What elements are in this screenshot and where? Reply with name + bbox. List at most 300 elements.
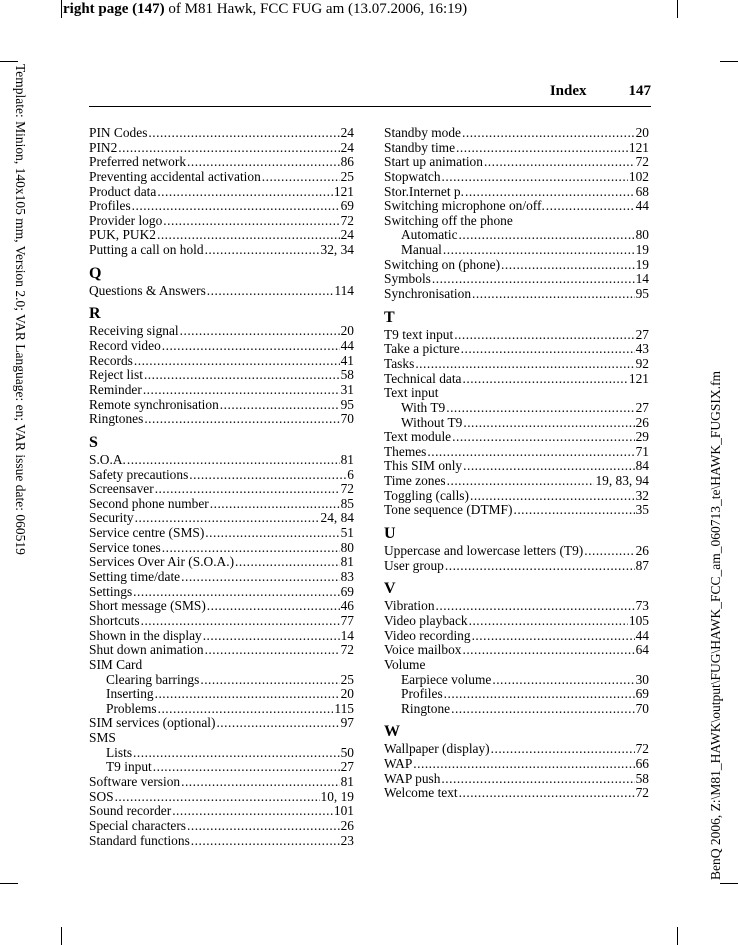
crop-mark — [61, 927, 62, 945]
entry-term: Earpiece volume — [401, 671, 492, 687]
entry-term: Screensaver — [89, 481, 154, 497]
entry-term: WAP — [384, 756, 413, 772]
entry-page-ref: 72 — [635, 741, 649, 757]
entry-term: SIM services (optional) — [89, 715, 216, 731]
entry-page-ref: 68 — [635, 183, 649, 199]
index-entry — [89, 716, 354, 731]
entry-term: Preferred network — [89, 154, 187, 170]
entry-page-ref: 30 — [635, 671, 649, 687]
entry-term: PUK, PUK2 — [89, 227, 156, 243]
index-entry — [384, 445, 649, 460]
entry-page-ref: 114 — [334, 282, 354, 298]
index-entry — [384, 287, 649, 302]
entry-term: Toggling (calls) — [384, 487, 469, 503]
dot-leader — [180, 324, 340, 339]
index-entry — [384, 614, 649, 629]
entry-term: Service tones — [89, 539, 161, 555]
dot-leader — [491, 742, 635, 757]
dot-leader — [447, 474, 595, 489]
index-subentry — [89, 702, 354, 717]
entry-term: Services Over Air (S.O.A.) — [89, 554, 235, 570]
entry-term: Software version — [89, 773, 181, 789]
entry-page-ref: 41 — [340, 352, 354, 368]
index-entry — [384, 643, 649, 658]
dot-leader — [442, 170, 628, 185]
dot-leader — [132, 199, 340, 214]
index-entry — [89, 555, 354, 570]
entry-page-ref: 102 — [628, 168, 649, 184]
dot-leader — [451, 702, 635, 717]
entry-term: Tone sequence (DTMF) — [384, 502, 513, 518]
index-entry — [384, 430, 649, 445]
entry-page-ref: 31 — [340, 381, 354, 397]
index-entry — [384, 772, 649, 787]
entry-page-ref: 24 — [340, 227, 354, 243]
index-letter-heading: W — [384, 723, 400, 741]
dot-leader — [148, 126, 339, 141]
dot-leader — [205, 643, 340, 658]
index-entry — [384, 742, 649, 757]
entry-term: Tasks — [384, 355, 415, 371]
header-rule — [89, 106, 651, 107]
index-subentry — [89, 760, 354, 775]
entry-term: Setting time/date — [89, 569, 181, 585]
index-entry — [384, 141, 649, 156]
index-entry — [89, 214, 354, 229]
dot-leader — [172, 804, 333, 819]
entry-term: Standby mode — [384, 125, 461, 140]
index-entry — [89, 199, 354, 214]
index-entry — [89, 819, 354, 834]
dot-leader — [144, 368, 340, 383]
entry-term: Ringtone — [401, 700, 451, 716]
entry-page-ref: 72 — [340, 642, 354, 658]
index-subentry — [384, 228, 649, 243]
entry-page-ref: 95 — [340, 396, 354, 412]
entry-term: Lists — [106, 744, 133, 760]
index-entry — [89, 599, 354, 614]
dot-leader — [462, 643, 634, 658]
entry-term: Profiles — [89, 198, 131, 214]
entry-page-ref: 25 — [340, 168, 354, 184]
entry-term: Themes — [384, 443, 427, 459]
index-entry — [89, 775, 354, 790]
index-entry — [89, 368, 354, 383]
dot-leader — [187, 819, 340, 834]
dot-leader — [262, 170, 340, 185]
index-entry — [89, 511, 354, 526]
dot-leader — [220, 398, 340, 413]
dot-leader — [454, 328, 634, 343]
index-entry — [384, 272, 649, 287]
index-column-left — [89, 126, 354, 848]
entry-page-ref: 121 — [333, 183, 354, 199]
entry-page-ref: 35 — [635, 502, 649, 518]
entry-page-ref: 32 — [635, 487, 649, 503]
entry-term: T9 input — [106, 759, 152, 775]
dot-leader — [432, 272, 635, 287]
entry-page-ref: 27 — [635, 399, 649, 415]
entry-page-ref: 50 — [340, 744, 354, 760]
index-entry — [89, 155, 354, 170]
entry-page-ref: 27 — [635, 326, 649, 342]
dot-leader — [191, 834, 340, 849]
index-entry — [89, 834, 354, 849]
entry-term: Text module — [384, 429, 452, 445]
entry-term: This SIM only — [384, 458, 463, 474]
entry-page-ref: 92 — [635, 355, 649, 371]
entry-term: Second phone number — [89, 495, 209, 511]
index-entry — [384, 474, 649, 489]
crop-mark — [677, 0, 678, 18]
entry-term: Vibration — [384, 598, 435, 614]
entry-page-ref: 44 — [340, 338, 354, 354]
entry-page-ref: 64 — [635, 642, 649, 658]
index-entry — [89, 398, 354, 413]
entry-term: Record video — [89, 338, 161, 354]
entry-term: Without T9 — [401, 414, 463, 430]
entry-term: Manual — [401, 242, 442, 258]
entry-page-ref: 27 — [340, 759, 354, 775]
dot-leader — [469, 614, 628, 629]
entry-page-ref: 19 — [635, 256, 649, 272]
running-head — [550, 83, 651, 100]
index-subentry — [384, 673, 649, 688]
entry-page-ref: 121 — [628, 139, 649, 155]
dot-leader — [141, 614, 340, 629]
dot-leader — [189, 468, 346, 483]
entry-term: Remote synchronisation — [89, 396, 219, 412]
print-header — [63, 1, 467, 18]
index-entry — [384, 126, 649, 141]
entry-page-ref: 83 — [340, 569, 354, 585]
index-entry — [89, 790, 354, 805]
index-group-heading: Volume — [384, 656, 426, 672]
index-entry — [89, 170, 354, 185]
dot-leader — [463, 372, 628, 387]
index-entry — [384, 489, 649, 504]
entry-page-ref: 72 — [635, 154, 649, 170]
index-subentry — [89, 746, 354, 761]
entry-page-ref: 80 — [635, 227, 649, 243]
entry-page-ref: 70 — [635, 700, 649, 716]
entry-term: Receiving signal — [89, 323, 179, 339]
entry-page-ref: 115 — [334, 700, 354, 716]
dot-leader — [187, 155, 340, 170]
entry-page-ref: 85 — [340, 495, 354, 511]
entry-term: Standard functions — [89, 832, 190, 848]
dot-leader — [155, 482, 340, 497]
entry-term: Video recording — [384, 627, 471, 643]
entry-page-ref: 44 — [635, 198, 649, 214]
entry-term: Short message (SMS) — [89, 598, 206, 614]
entry-page-ref: 26 — [635, 543, 649, 559]
crop-mark — [61, 0, 62, 18]
dot-leader — [546, 199, 635, 214]
index-subentry — [384, 416, 649, 431]
index-entry — [384, 328, 649, 343]
dot-leader — [115, 790, 320, 805]
dot-leader — [235, 555, 340, 570]
entry-term: Standby time — [384, 139, 456, 155]
entry-page-ref: 6 — [347, 466, 354, 482]
entry-term: Wallpaper (display) — [384, 741, 490, 757]
entry-page-ref: 20 — [635, 125, 649, 140]
dot-leader — [501, 258, 635, 273]
dot-leader — [461, 342, 635, 357]
dot-leader — [200, 673, 339, 688]
index-entry — [89, 228, 354, 243]
entry-term: Shown in the display — [89, 627, 202, 643]
dot-leader — [207, 599, 340, 614]
index-entry — [384, 503, 649, 518]
index-entry — [384, 757, 649, 772]
dot-leader — [207, 284, 334, 299]
entry-term: Records — [89, 352, 133, 368]
entry-term: Reject list — [89, 367, 143, 383]
entry-term: With T9 — [401, 399, 446, 415]
dot-leader — [158, 702, 334, 717]
dot-leader — [472, 287, 635, 302]
entry-page-ref: 26 — [635, 414, 649, 430]
entry-term: Voice mailbox — [384, 642, 462, 658]
entry-page-ref: 84 — [635, 458, 649, 474]
entry-page-ref: 71 — [635, 443, 649, 459]
index-letter-heading: Q — [89, 264, 102, 282]
dot-leader — [203, 629, 340, 644]
index-entry — [384, 599, 649, 614]
dot-leader — [463, 416, 634, 431]
entry-page-ref: 29 — [635, 429, 649, 445]
entry-term: Welcome text — [384, 785, 458, 801]
index-entry — [384, 629, 649, 644]
index-letter-heading: S — [89, 433, 98, 451]
dot-leader — [446, 401, 634, 416]
entry-page-ref: 51 — [340, 525, 354, 541]
index-entry — [89, 141, 354, 156]
dot-leader — [118, 141, 339, 156]
dot-leader — [444, 687, 635, 702]
index-group-heading: SMS — [89, 730, 116, 746]
entry-page-ref: 81 — [340, 773, 354, 789]
entry-term: User group — [384, 557, 444, 573]
index-letter-heading: T — [384, 308, 395, 326]
dot-leader — [135, 511, 320, 526]
index-group-heading: SIM Card — [89, 656, 143, 672]
entry-page-ref: 81 — [340, 451, 354, 467]
entry-term: PIN2 — [89, 139, 118, 155]
dot-leader — [459, 228, 635, 243]
entry-term: SOS — [89, 788, 114, 804]
dot-leader — [134, 354, 340, 369]
index-letter-heading: R — [89, 305, 101, 323]
index-entry — [89, 629, 354, 644]
entry-term: Questions & Answers — [89, 282, 206, 298]
entry-page-ref: 95 — [635, 286, 649, 302]
index-entry — [89, 185, 354, 200]
entry-term: Preventing accidental activation — [89, 168, 261, 184]
entry-page-ref: 70 — [340, 411, 354, 427]
running-head-title: Index — [549, 83, 587, 99]
crop-mark — [720, 61, 738, 62]
entry-term: Switching microphone on/off. — [384, 198, 545, 214]
entry-page-ref: 24 — [340, 125, 354, 140]
entry-term: Technical data — [384, 370, 462, 386]
index-entry — [89, 412, 354, 427]
dot-leader — [462, 126, 635, 141]
dot-leader — [157, 185, 333, 200]
crop-mark — [0, 61, 18, 62]
dot-leader — [155, 687, 340, 702]
entry-term: T9 text input — [384, 326, 454, 342]
dot-leader — [513, 503, 634, 518]
dot-leader — [427, 445, 634, 460]
entry-term: Take a picture — [384, 341, 460, 357]
index-subentry — [384, 243, 649, 258]
dot-leader — [133, 585, 339, 600]
index-entry — [384, 185, 649, 200]
entry-term: Ringtones — [89, 411, 144, 427]
dot-leader — [144, 412, 339, 427]
index-entry — [89, 482, 354, 497]
index-subentry — [384, 702, 649, 717]
index-entry — [89, 804, 354, 819]
crop-mark — [720, 883, 738, 884]
index-entry — [89, 497, 354, 512]
entry-term: Security — [89, 510, 134, 526]
entry-page-ref: 43 — [635, 341, 649, 357]
dot-leader — [181, 775, 340, 790]
entry-page-ref: 97 — [340, 715, 354, 731]
page-number: 147 — [628, 83, 651, 99]
entry-page-ref: 20 — [340, 686, 354, 702]
dot-leader — [472, 629, 635, 644]
dot-leader — [143, 383, 340, 398]
entry-term: Profiles — [401, 686, 443, 702]
index-entry — [384, 170, 649, 185]
entry-page-ref: 14 — [340, 627, 354, 643]
entry-page-ref: 25 — [340, 671, 354, 687]
crop-mark — [0, 883, 18, 884]
dot-leader — [445, 559, 635, 574]
entry-page-ref: 69 — [635, 686, 649, 702]
entry-term: Synchronisation — [384, 286, 472, 302]
entry-page-ref: 87 — [635, 557, 649, 573]
index-entry — [384, 199, 649, 214]
index-subentry — [384, 687, 649, 702]
entry-term: WAP push — [384, 770, 441, 786]
entry-term: Special characters — [89, 817, 187, 833]
index-entry — [89, 324, 354, 339]
dot-leader — [456, 141, 628, 156]
dot-leader — [441, 772, 634, 787]
entry-term: Stopwatch — [384, 168, 441, 184]
entry-term: Problems — [106, 700, 157, 716]
entry-page-ref: 14 — [635, 271, 649, 287]
dot-leader — [465, 185, 635, 200]
index-entry — [89, 453, 354, 468]
index-subentry — [89, 673, 354, 688]
dot-leader — [443, 243, 635, 258]
index-entry — [384, 559, 649, 574]
index-entry — [89, 284, 354, 299]
print-header-rest: of M81 Hawk, FCC FUG am (13.07.2006, 16:19) — [164, 1, 468, 17]
dot-leader — [415, 357, 634, 372]
entry-page-ref: 19 — [635, 242, 649, 258]
entry-term: Putting a call on hold — [89, 242, 204, 258]
entry-page-ref: 72 — [340, 212, 354, 228]
entry-term: Stor.Internet p. — [384, 183, 464, 199]
entry-page-ref: 101 — [333, 803, 354, 819]
entry-term: Symbols — [384, 271, 431, 287]
index-entry — [89, 541, 354, 556]
dot-leader — [459, 786, 635, 801]
entry-term: Settings — [89, 583, 133, 599]
entry-page-ref: 73 — [635, 598, 649, 614]
crop-mark — [677, 927, 678, 945]
index-column-right — [384, 126, 649, 801]
dot-leader — [157, 228, 340, 243]
entry-term: Start up animation — [384, 154, 483, 170]
entry-term: Reminder — [89, 381, 142, 397]
index-letter-heading: U — [384, 525, 396, 543]
dot-leader — [492, 673, 634, 688]
index-entry — [384, 544, 649, 559]
index-entry — [384, 786, 649, 801]
entry-page-ref: 66 — [635, 756, 649, 772]
index-entry — [384, 342, 649, 357]
entry-page-ref: 69 — [340, 583, 354, 599]
entry-term: Switching on (phone) — [384, 256, 501, 272]
right-margin-text: BenQ 2006, Z:\M81_HAWK\output\FUG\HAWK_FCC_am_060713_te\HAWK_FUGSIX.fm — [708, 371, 723, 880]
dot-leader — [162, 339, 340, 354]
entry-page-ref: 24 — [340, 139, 354, 155]
index-entry — [89, 585, 354, 600]
entry-term: Uppercase and lowercase letters (T9) — [384, 543, 584, 559]
entry-page-ref: 72 — [340, 481, 354, 497]
entry-page-ref: 20 — [340, 323, 354, 339]
entry-page-ref: 10, 19 — [320, 788, 354, 804]
entry-term: Shut down animation — [89, 642, 204, 658]
entry-page-ref: 86 — [340, 154, 354, 170]
dot-leader — [584, 544, 634, 559]
dot-leader — [127, 453, 340, 468]
dot-leader — [133, 746, 340, 761]
entry-term: S.O.A. — [89, 451, 126, 467]
dot-leader — [163, 214, 339, 229]
entry-page-ref: 23 — [340, 832, 354, 848]
entry-page-ref: 121 — [628, 370, 649, 386]
index-subentry — [89, 687, 354, 702]
dot-leader — [205, 526, 339, 541]
entry-page-ref: 26 — [340, 817, 354, 833]
dot-leader — [153, 760, 340, 775]
index-group-heading: Text input — [384, 385, 439, 401]
entry-term: Product data — [89, 183, 157, 199]
entry-page-ref: 80 — [340, 539, 354, 555]
dot-leader — [181, 570, 339, 585]
index-entry — [89, 339, 354, 354]
index-entry — [384, 258, 649, 273]
index-subentry — [384, 401, 649, 416]
entry-page-ref: 72 — [635, 785, 649, 801]
entry-page-ref: 46 — [340, 598, 354, 614]
left-margin-text: Template: Minion, 140x105 mm, Version 2.0; VAR Language: en; VAR issue date: 060519 — [13, 64, 28, 555]
dot-leader — [463, 459, 634, 474]
entry-term: Time zones — [384, 473, 446, 489]
entry-page-ref: 77 — [340, 612, 354, 628]
entry-page-ref: 81 — [340, 554, 354, 570]
